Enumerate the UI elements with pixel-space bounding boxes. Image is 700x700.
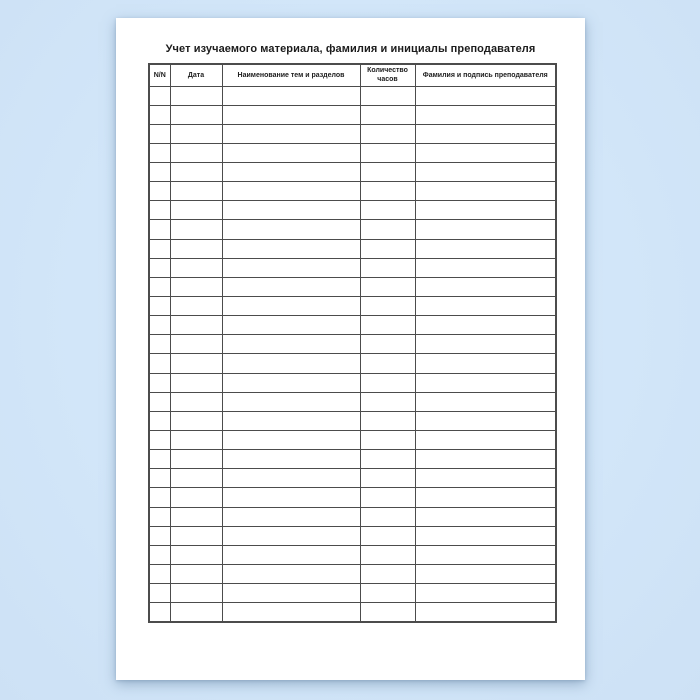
cell-date [170,124,222,143]
cell-number [149,354,170,373]
cell-hours [360,86,415,105]
cell-number [149,297,170,316]
cell-teacher [415,373,556,392]
cell-topic [222,316,360,335]
cell-teacher [415,258,556,277]
table-row [149,201,556,220]
table-row [149,565,556,584]
cell-date [170,143,222,162]
cell-teacher [415,526,556,545]
cell-teacher [415,603,556,622]
cell-topic [222,124,360,143]
cell-hours [360,392,415,411]
cell-topic [222,258,360,277]
cell-topic [222,143,360,162]
table-row [149,182,556,201]
cell-teacher [415,565,556,584]
cell-number [149,163,170,182]
column-header-hours: Количество часов [360,64,415,86]
cell-number [149,603,170,622]
cell-teacher [415,392,556,411]
cell-number [149,335,170,354]
cell-topic [222,277,360,296]
column-header-teacher: Фамилия и подпись преподавателя [415,64,556,86]
cell-date [170,258,222,277]
table-row [149,105,556,124]
cell-date [170,411,222,430]
table-row [149,335,556,354]
cell-number [149,411,170,430]
table-row [149,86,556,105]
cell-hours [360,469,415,488]
cell-number [149,143,170,162]
cell-teacher [415,163,556,182]
table-row [149,603,556,622]
cell-teacher [415,545,556,564]
cell-date [170,220,222,239]
cell-hours [360,565,415,584]
cell-teacher [415,86,556,105]
column-header-number: N/N [149,64,170,86]
cell-date [170,584,222,603]
cell-number [149,86,170,105]
cell-teacher [415,124,556,143]
cell-hours [360,182,415,201]
cell-hours [360,316,415,335]
cell-number [149,584,170,603]
cell-topic [222,163,360,182]
cell-topic [222,239,360,258]
table-row [149,584,556,603]
cell-topic [222,335,360,354]
table-row [149,297,556,316]
cell-topic [222,105,360,124]
cell-hours [360,488,415,507]
cell-teacher [415,584,556,603]
cell-hours [360,603,415,622]
cell-teacher [415,182,556,201]
cell-hours [360,220,415,239]
cell-teacher [415,335,556,354]
cell-number [149,239,170,258]
cell-date [170,392,222,411]
cell-hours [360,239,415,258]
cell-hours [360,584,415,603]
cell-number [149,124,170,143]
cell-teacher [415,354,556,373]
cell-hours [360,545,415,564]
cell-hours [360,373,415,392]
cell-number [149,201,170,220]
cell-hours [360,201,415,220]
table-row [149,316,556,335]
cell-hours [360,124,415,143]
cell-hours [360,526,415,545]
cell-topic [222,450,360,469]
cell-topic [222,526,360,545]
cell-number [149,258,170,277]
cell-number [149,373,170,392]
cell-hours [360,105,415,124]
cell-number [149,526,170,545]
cell-number [149,565,170,584]
table-row [149,450,556,469]
cell-date [170,335,222,354]
cell-number [149,450,170,469]
document-page [116,18,585,680]
cell-number [149,316,170,335]
cell-teacher [415,469,556,488]
cell-teacher [415,297,556,316]
cell-date [170,565,222,584]
table-row [149,392,556,411]
table-row [149,469,556,488]
cell-date [170,488,222,507]
cell-hours [360,431,415,450]
cell-date [170,450,222,469]
cell-topic [222,182,360,201]
cell-teacher [415,450,556,469]
cell-hours [360,143,415,162]
cell-teacher [415,201,556,220]
cell-teacher [415,277,556,296]
column-header-topic: Наименование тем и разделов [222,64,360,86]
table-row [149,488,556,507]
table-row [149,354,556,373]
cell-hours [360,354,415,373]
table-row [149,526,556,545]
table-body [149,86,556,622]
table-row [149,258,556,277]
cell-date [170,526,222,545]
cell-number [149,507,170,526]
cell-topic [222,469,360,488]
cell-topic [222,584,360,603]
cell-date [170,316,222,335]
cell-number [149,220,170,239]
cell-date [170,507,222,526]
table-row [149,411,556,430]
cell-teacher [415,239,556,258]
cell-teacher [415,316,556,335]
table-row [149,431,556,450]
table-header-row [149,64,556,86]
cell-teacher [415,431,556,450]
column-header-date: Дата [170,64,222,86]
cell-date [170,603,222,622]
cell-topic [222,201,360,220]
table-row [149,507,556,526]
cell-topic [222,373,360,392]
cell-date [170,163,222,182]
cell-teacher [415,411,556,430]
cell-date [170,277,222,296]
cell-date [170,86,222,105]
cell-number [149,277,170,296]
cell-date [170,354,222,373]
cell-date [170,105,222,124]
cell-teacher [415,507,556,526]
cell-topic [222,411,360,430]
cell-topic [222,86,360,105]
cell-hours [360,411,415,430]
cell-date [170,469,222,488]
cell-topic [222,431,360,450]
table-row [149,277,556,296]
table-row [149,545,556,564]
cell-hours [360,335,415,354]
cell-date [170,297,222,316]
cell-topic [222,297,360,316]
cell-number [149,545,170,564]
cell-date [170,431,222,450]
cell-topic [222,565,360,584]
cell-hours [360,507,415,526]
table-row [149,373,556,392]
cell-teacher [415,488,556,507]
cell-topic [222,220,360,239]
document-title: Учет изучаемого материала, фамилия и инициалы преподавателя [165,43,536,55]
cell-teacher [415,220,556,239]
cell-topic [222,545,360,564]
cell-number [149,392,170,411]
cell-number [149,105,170,124]
study-log-table [148,63,557,623]
cell-hours [360,163,415,182]
table-row [149,239,556,258]
cell-date [170,201,222,220]
cell-date [170,373,222,392]
table-row [149,143,556,162]
table-row [149,124,556,143]
cell-number [149,431,170,450]
cell-number [149,488,170,507]
cell-number [149,469,170,488]
cell-topic [222,488,360,507]
cell-hours [360,277,415,296]
cell-topic [222,354,360,373]
cell-date [170,239,222,258]
table-row [149,220,556,239]
cell-hours [360,450,415,469]
cell-number [149,182,170,201]
cell-teacher [415,143,556,162]
cell-topic [222,603,360,622]
cell-hours [360,297,415,316]
cell-topic [222,507,360,526]
cell-hours [360,258,415,277]
cell-topic [222,392,360,411]
cell-teacher [415,105,556,124]
table-row [149,163,556,182]
cell-date [170,182,222,201]
cell-date [170,545,222,564]
